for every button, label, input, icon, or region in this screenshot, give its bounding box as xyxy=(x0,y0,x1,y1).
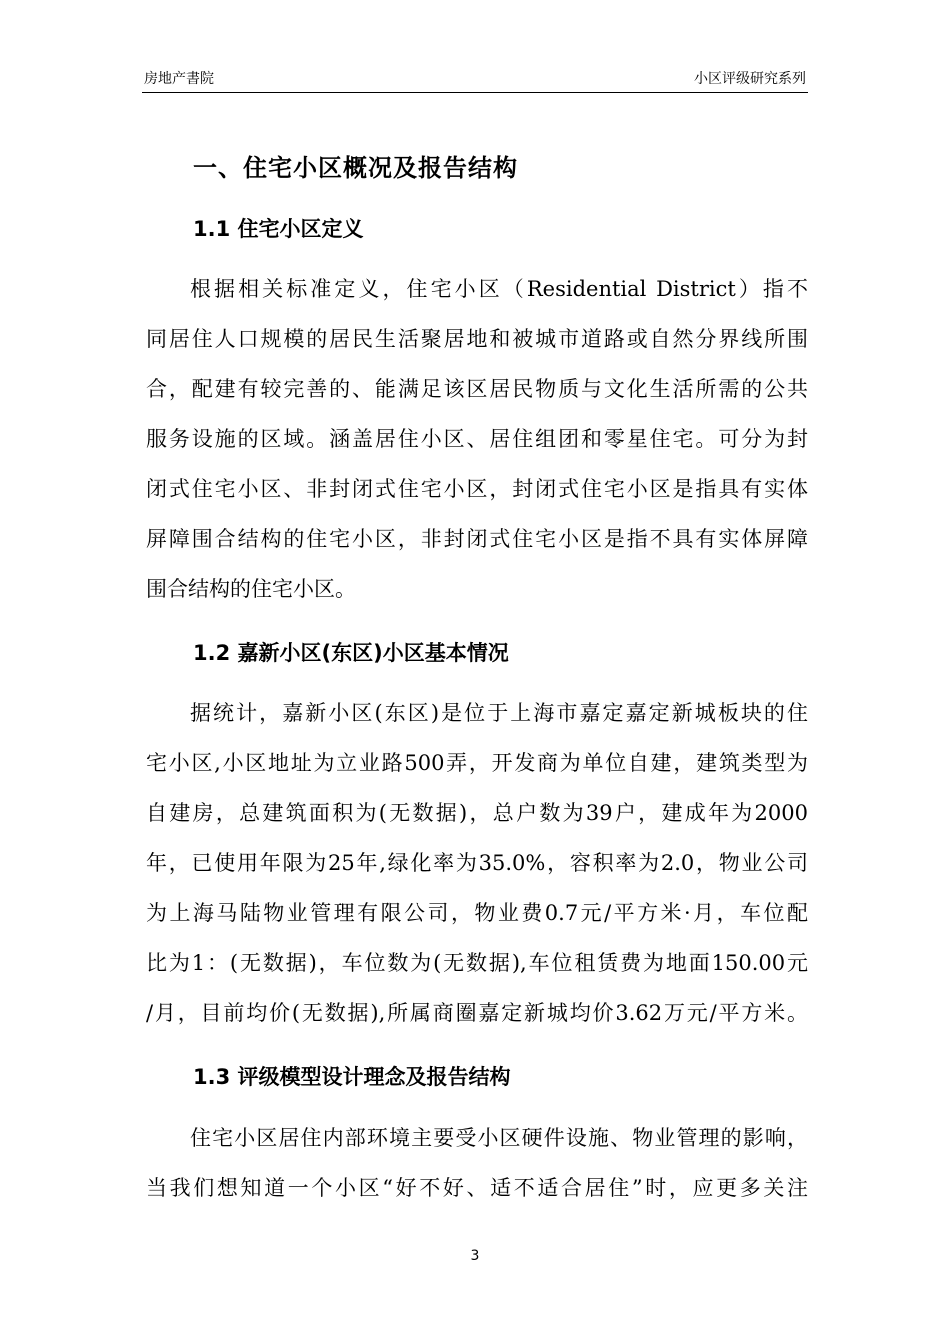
paragraph-line: 同居住人口规模的居民生活聚居地和被城市道路或自然分界线所围 xyxy=(146,327,808,351)
paragraph-line: 当我们想知道一个小区“好不好、适不适合居住”时，应更多关注 xyxy=(146,1176,808,1200)
paragraph-line: 合，配建有较完善的、能满足该区居民物质与文化生活所需的公共 xyxy=(146,377,808,401)
header-divider xyxy=(142,92,808,93)
header-left: 房地产書院 xyxy=(144,71,214,87)
page-number: 3 xyxy=(470,1248,480,1264)
paragraph-line: 比为1：(无数据)，车位数为(无数据),车位租赁费为地面150.00元 xyxy=(146,951,808,975)
paragraph-line: /月，目前均价(无数据),所属商圈嘉定新城均价3.62万元/平方米。 xyxy=(146,1001,808,1025)
paragraph-line: 屏障围合结构的住宅小区，非封闭式住宅小区是指不具有实体屏障 xyxy=(146,527,808,551)
subsection-heading-1-3: 1.3 评级模型设计理念及报告结构 xyxy=(193,1065,511,1089)
paragraph-line: 宅小区,小区地址为立业路500弄，开发商为单位自建，建筑类型为 xyxy=(146,751,808,775)
paragraph-line: 闭式住宅小区、非封闭式住宅小区，封闭式住宅小区是指具有实体 xyxy=(146,477,808,501)
paragraph-line: 据统计，嘉新小区(东区)是位于上海市嘉定嘉定新城板块的住 xyxy=(190,701,808,725)
paragraph-line: 服务设施的区域。涵盖居住小区、居住组团和零星住宅。可分为封 xyxy=(146,427,808,451)
section-heading: 一、住宅小区概况及报告结构 xyxy=(193,154,518,182)
paragraph-line: 自建房，总建筑面积为(无数据)，总户数为39户，建成年为2000 xyxy=(146,801,808,825)
paragraph-line: 根据相关标准定义，住宅小区（Residential District）指不 xyxy=(190,277,808,301)
paragraph-line: 为上海马陆物业管理有限公司，物业费0.7元/平方米·月，车位配 xyxy=(146,901,808,925)
paragraph-line: 住宅小区居住内部环境主要受小区硬件设施、物业管理的影响， xyxy=(190,1126,808,1150)
paragraph-line: 围合结构的住宅小区。 xyxy=(146,577,356,601)
paragraph-line: 年，已使用年限为25年,绿化率为35.0%，容积率为2.0，物业公司 xyxy=(146,851,808,875)
header-right: 小区评级研究系列 xyxy=(694,71,806,87)
subsection-heading-1-2: 1.2 嘉新小区(东区)小区基本情况 xyxy=(193,641,509,665)
subsection-heading-1-1: 1.1 住宅小区定义 xyxy=(193,217,364,241)
